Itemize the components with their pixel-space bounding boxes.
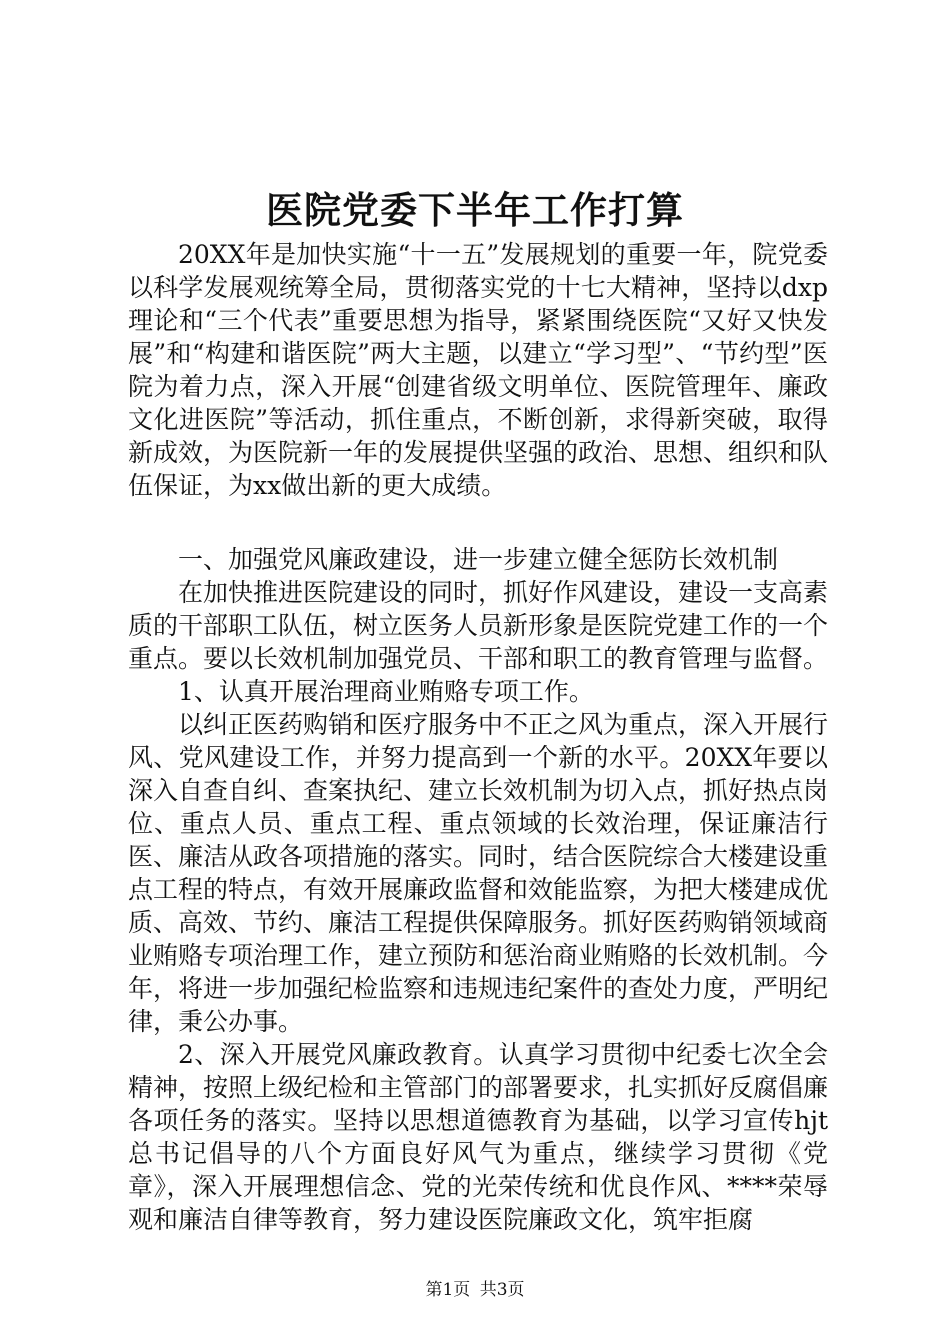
section-heading: 一、加强党风廉政建设，进一步建立健全惩防长效机制: [178, 545, 779, 574]
document-title: 医院党委下半年工作打算: [266, 188, 684, 232]
page-number: 第1页: [425, 1280, 471, 1300]
item-heading: 1、认真开展治理商业贿赂专项工作。: [178, 677, 594, 706]
document-body: [128, 238, 828, 1236]
paragraph-spacer: [128, 502, 828, 543]
page-footer: [0, 1278, 950, 1302]
intro-paragraph: 20XX年是加快实施“十一五”发展规划的重要一年，院党委以科学发展观统筹全局，贯彻落实党的十七大精神，坚持以dxp理论和“三个代表”重要思想为指导，紧紧围绕医院“又好又快发展”和“构建和谐医院”两大主题，以建立“学习型”、“节约型”医院为着力点，深入开展“创建省级文明单位、医院管理年、廉政文化进医院”等活动，抓住重点，不断创新，求得新突破，取得新成效，为医院新一年的发展提供坚强的政治、思想、组织和队伍保证，为xx做出新的更大成绩。: [128, 240, 829, 500]
page-total: 共3页: [479, 1280, 525, 1300]
section-paragraph: 在加快推进医院建设的同时，抓好作风建设，建设一支高素质的干部职工队伍，树立医务人员新形象是医院党建工作的一个重点。要以长效机制加强党员、干部和职工的教育管理与监督。: [128, 578, 829, 673]
item-paragraph: 以纠正医药购销和医疗服务中不正之风为重点，深入开展行风、党风建设工作，并努力提高到一个新的水平。20XX年要以深入自查自纠、查案执纪、建立长效机制为切入点，抓好热点岗位、重点人员、重点工程、重点领域的长效治理，保证廉洁行医、廉洁从政各项措施的落实。同时，结合医院综合大楼建设重点工程的特点，有效开展廉政监督和效能监察，为把大楼建成优质、高效、节约、廉洁工程提供保障服务。抓好医药购销领域商业贿赂专项治理工作，建立预防和惩治商业贿赂的长效机制。今年，将进一步加强纪检监察和违规违纪案件的查处力度，严明纪律，秉公办事。: [128, 710, 829, 1036]
item-paragraph: 2、深入开展党风廉政教育。认真学习贯彻中纪委七次全会精神，按照上级纪检和主管部门的部署要求，扎实抓好反腐倡廉各项任务的落实。坚持以思想道德教育为基础，以学习宣传hjt总书记倡导的八个方面良好风气为重点，继续学习贯彻《党章》，深入开展理想信念、党的光荣传统和优良作风、****荣辱观和廉洁自律等教育，努力建设医院廉政文化，筑牢拒腐: [128, 1040, 829, 1234]
